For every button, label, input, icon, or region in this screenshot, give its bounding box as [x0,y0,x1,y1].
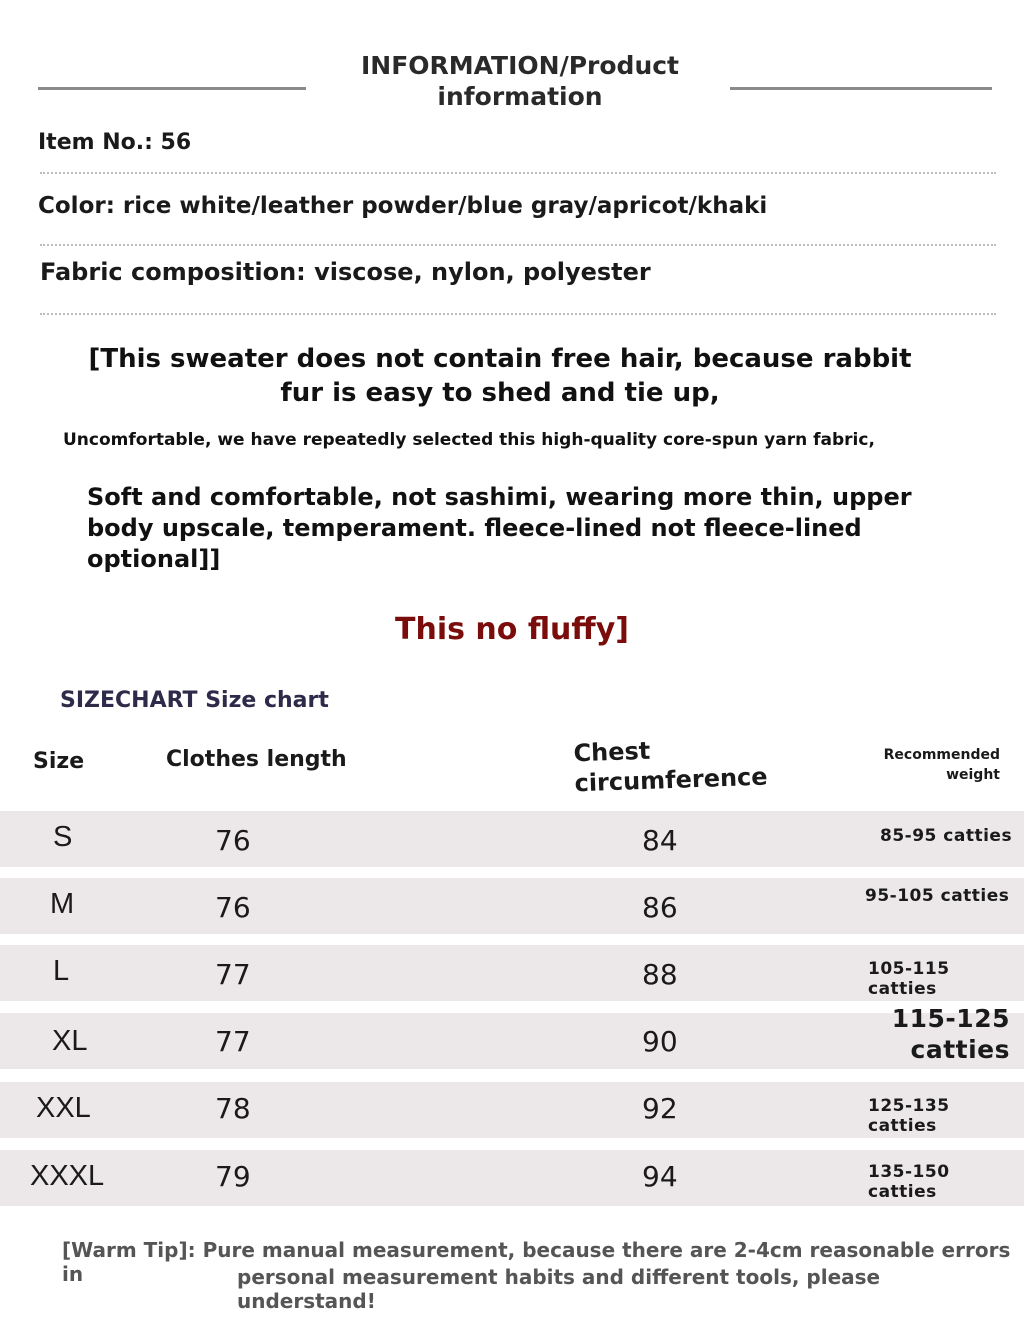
size-cell: XL [52,1025,88,1057]
size-cell: M [50,888,75,920]
header-divider-left [38,87,306,90]
header-weight-line: Recommended [883,747,1000,763]
item-number: Item No.: 56 [38,130,192,155]
warm-tip-line: personal measurement habits and different tools, please understand! [237,1265,881,1313]
notice-line: [This sweater does not contain free hair, because rabbit [88,344,912,374]
notice-line: body upscale, temperament. fleece-lined not fleece-lined [87,514,862,542]
page-title: INFORMATION/Product information [360,51,680,111]
length-cell: 76 [215,891,251,924]
notice-paragraph-3 [87,482,912,575]
size-cell: XXL [36,1092,91,1124]
length-cell: 77 [215,1025,251,1058]
weight-cell: 135-150 catties [868,1162,950,1202]
chest-cell: 84 [642,824,678,857]
notice-line: fur is easy to shed and tie up, [280,378,720,408]
divider [40,244,996,246]
color-options: Color: rice white/leather powder/blue gray/apricot/khaki [38,193,768,219]
chest-cell: 92 [642,1092,678,1125]
chest-cell: 86 [642,891,678,924]
weight-cell [880,1003,1010,1065]
no-fluffy-emphasis: This no fluffy] [395,612,629,647]
header-recommended-weight [860,745,1000,785]
weight-cell: 105-115 catties [868,959,950,999]
weight-cell: 95-105 catties [865,886,1010,906]
divider [40,172,996,174]
fabric-composition: Fabric composition: viscose, nylon, polyester [40,258,651,286]
size-cell: S [53,821,73,853]
length-cell: 78 [215,1092,251,1125]
weight-cell: 85-95 catties [880,826,1013,846]
header-chest-line: circumference [574,762,768,798]
notice-paragraph-1 [0,342,1000,410]
chest-cell: 90 [642,1025,678,1058]
size-cell: XXXL [30,1160,105,1192]
weight-line: 115-125 [891,1004,1010,1033]
header-chest-line: Chest [573,736,651,768]
header-clothes-length: Clothes length [166,747,347,772]
length-cell: 76 [215,824,251,857]
size-cell: L [53,955,70,987]
length-cell: 77 [215,958,251,991]
header-size: Size [33,749,85,774]
divider [40,313,996,315]
table-row [0,1013,1024,1069]
notice-paragraph-2: Uncomfortable, we have repeatedly selected this high-quality core-spun yarn fabric, [63,430,875,450]
weight-line: catties [910,1035,1010,1064]
notice-line: optional]] [87,545,221,573]
warm-tip-line: [Warm Tip]: Pure manual measurement, because there are 2-4cm reasonable errors in [62,1238,1011,1286]
table-row [0,811,1024,867]
length-cell: 79 [215,1160,251,1193]
chest-cell: 88 [642,958,678,991]
weight-cell: 125-135 catties [868,1096,950,1136]
header-weight-line: weight [946,767,1000,783]
chest-cell: 94 [642,1160,678,1193]
header-divider-right [730,87,992,90]
header-chest-circumference [573,732,768,799]
notice-line: Soft and comfortable, not sashimi, wearing more thin, upper [87,483,912,511]
size-chart-title: SIZECHART Size chart [60,688,329,713]
